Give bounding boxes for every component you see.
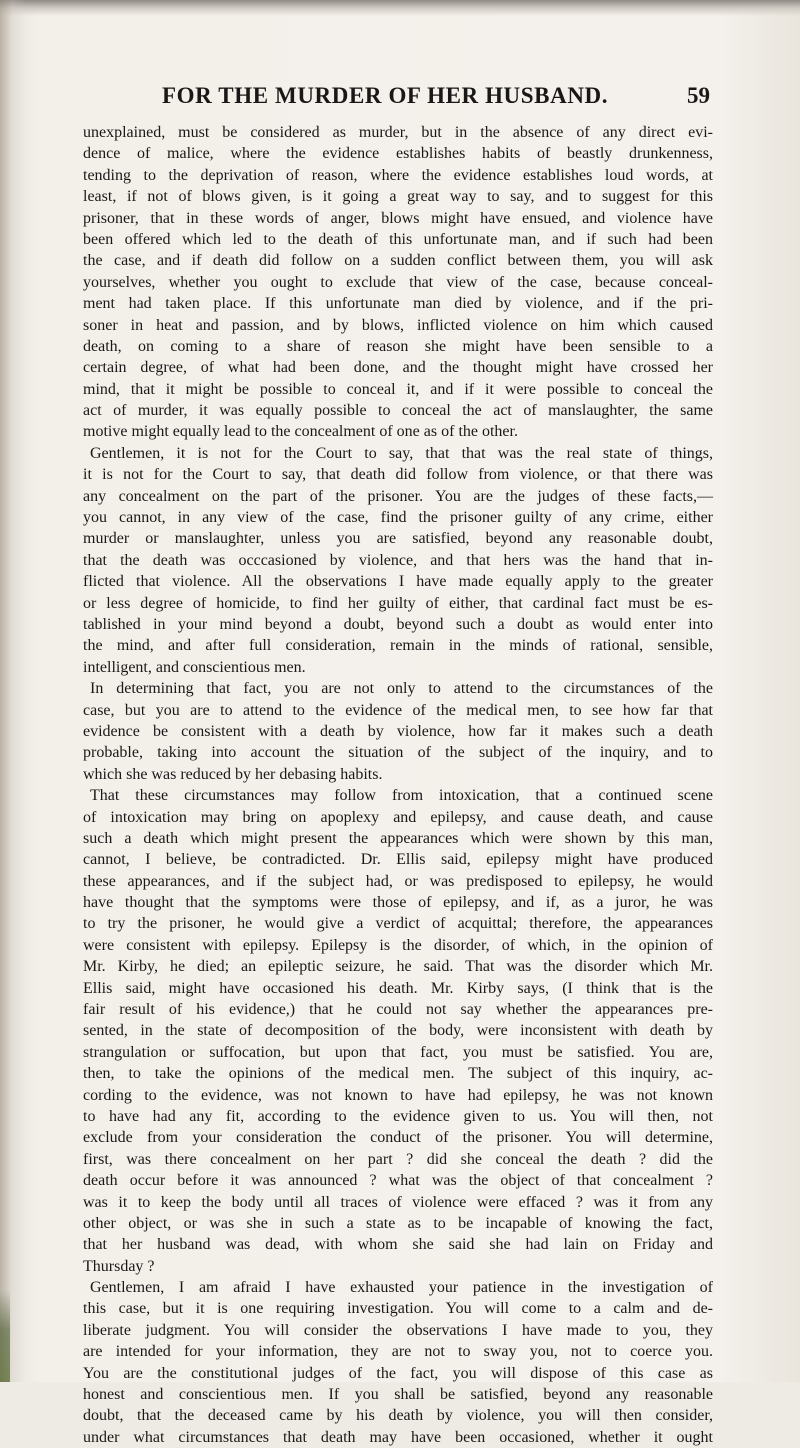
text-line: was it to keep the body until all traces of violence were effaced ? was it from any (83, 1193, 713, 1211)
page-header (88, 83, 710, 113)
text-line: Thursday ? (83, 1257, 155, 1275)
text-line: these appearances, and if the subject had, or was predisposed to epilepsy, he would (83, 872, 713, 890)
text-line: exclude from your consideration the conduct of the prisoner. You will determine, (83, 1129, 713, 1147)
text-line: are intended for your information, they are not to sway you, not to coerce you. (83, 1343, 713, 1361)
text-line: you cannot, in any view of the case, find the prisoner guilty of any crime, either (83, 509, 713, 527)
text-line: were consistent with epilepsy. Epilepsy is the disorder, of which, in the opinion of (83, 936, 713, 954)
text-line: this case, but it is one requiring investigation. You will come to a calm and de- (83, 1300, 713, 1318)
text-line: dence of malice, where the evidence establishes habits of beastly drunkenness, (83, 145, 713, 163)
text-line: Gentlemen, it is not for the Court to say, that that was the real state of things, (90, 444, 713, 462)
text-line: Ellis said, might have occasioned his death. Mr. Kirby says, (I think that is the (83, 979, 713, 997)
text-line: death, on coming to a share of reason she might have been sensible to a (83, 337, 713, 355)
page-edge-stain (0, 1290, 10, 1382)
text-line: the case, and if death did follow on a sudden conflict between them, you will ask (83, 252, 713, 270)
text-line: it is not for the Court to say, that death did follow from violence, or that there was (83, 466, 713, 484)
text-line: intelligent, and conscientious men. (83, 658, 306, 676)
text-line: tablished in your mind beyond a doubt, beyond such a doubt as would enter into (83, 615, 713, 633)
text-line: least, if not of blows given, is it going a great way to say, and to suggest for this (83, 188, 713, 206)
text-line: evidence be consistent with a death by violence, how far it makes such a death (83, 722, 713, 740)
text-line: such a death which might present the appearances which were shown by this man, (83, 829, 713, 847)
text-line: to try the prisoner, he would give a verdict of acquittal; therefore, the appearances (83, 915, 713, 933)
text-line: probable, taking into account the situation of the subject of the inquiry, and to (83, 744, 713, 762)
text-line: flicted that violence. All the observations I have made equally apply to the greater (83, 573, 713, 591)
text-line: cannot, I believe, be contradicted. Dr. Ellis said, epilepsy might have produced (83, 851, 713, 869)
text-line: Mr. Kirby, he died; an epileptic seizure, he said. That was the disorder which Mr. (83, 958, 713, 976)
text-line: unexplained, must be considered as murder, but in the absence of any direct evi- (83, 124, 713, 141)
text-line: mind, that it might be possible to conceal it, and if it were possible to conceal the (83, 380, 713, 398)
text-line: then, to take the opinions of the medical men. The subject of this inquiry, ac- (83, 1065, 713, 1083)
text-line: yourselves, whether you ought to exclude that view of the case, because conceal- (83, 273, 713, 291)
text-line: certain degree, of what had been done, and the thought might have crossed her (83, 359, 713, 377)
page-top-edge (0, 0, 800, 16)
text-line: liberate judgment. You will consider the observations I have made to you, they (83, 1321, 713, 1339)
text-line: under what circumstances that death may have been occasioned, whether it ought (83, 1428, 713, 1446)
text-line: ment had taken place. If this unfortunate man died by violence, and if the pri- (83, 295, 713, 313)
text-line: act of murder, it was equally possible to conceal the act of manslaughter, the same (83, 402, 713, 420)
text-line: first, was there concealment on her part ? did she conceal the death ? did the (83, 1150, 713, 1168)
running-title: FOR THE MURDER OF HER HUSBAND. (162, 83, 609, 108)
text-line: sented, in the state of decomposition of the body, were inconsistent with death by (83, 1022, 713, 1040)
text-line: the mind, and after full consideration, remain in the minds of rational, sensible, (83, 637, 713, 655)
text-line: death occur before it was announced ? what was the object of that concealment ? (83, 1172, 713, 1190)
text-line: cording to the evidence, was not known to have had epilepsy, he was not known (83, 1086, 713, 1104)
text-line: motive might equally lead to the concealment of one as of the other. (83, 423, 518, 441)
text-line: honest and conscientious men. If you shall be satisfied, beyond any reasonable (83, 1386, 713, 1404)
text-line: fair result of his evidence,) that he could not say whether the appearances pre- (83, 1001, 713, 1019)
text-line: You are the constitutional judges of the fact, you will dispose of this case as (83, 1364, 713, 1382)
text-line: any concealment on the part of the prisoner. You are the judges of these facts,— (83, 487, 713, 505)
binding-shadow (0, 0, 26, 1382)
body-text (83, 122, 713, 1448)
page-number: 59 (687, 83, 710, 108)
text-line: of intoxication may bring on apoplexy and epilepsy, and cause death, and cause (83, 808, 713, 826)
text-line: have thought that the symptoms were those of epilepsy, and if, as a juror, he was (83, 894, 713, 912)
text-line: murder or manslaughter, unless you are satisfied, beyond any reasonable doubt, (83, 530, 713, 548)
text-line: been offered which led to the death of this unfortunate man, and if such had been (83, 230, 713, 248)
text-line: to have had any fit, according to the evidence given to us. You will then, not (83, 1107, 713, 1125)
text-line: that the death was occcasioned by violence, and that hers was the hand that in- (83, 551, 713, 569)
text-line: tending to the deprivation of reason, where the evidence establishes loud words, at (83, 166, 713, 184)
text-line: strangulation or suffocation, but upon that fact, you must be satisfied. You are, (83, 1043, 713, 1061)
text-line: doubt, that the deceased came by his death by violence, you will then consider, (83, 1407, 713, 1425)
text-line: prisoner, that in these words of anger, blows might have ensued, and violence have (83, 209, 713, 227)
text-line: Gentlemen, I am afraid I have exhausted your patience in the investigation of (90, 1279, 713, 1297)
text-line: other object, or was she in such a state as to be incapable of knowing the fact, (83, 1214, 713, 1232)
text-line: soner in heat and passion, and by blows, inflicted violence on him which caused (83, 316, 713, 334)
text-line: In determining that fact, you are not only to attend to the circumstances of the (90, 680, 713, 698)
text-line: which she was reduced by her debasing habits. (83, 765, 383, 783)
text-line: That these circumstances may follow from intoxication, that a continued scene (90, 787, 713, 805)
text-line: case, but you are to attend to the evidence of the medical men, to see how far that (83, 701, 713, 719)
text-line: or less degree of homicide, to find her guilty of either, that cardinal fact must be es- (83, 594, 713, 612)
text-line: that her husband was dead, with whom she said she had lain on Friday and (83, 1236, 713, 1254)
